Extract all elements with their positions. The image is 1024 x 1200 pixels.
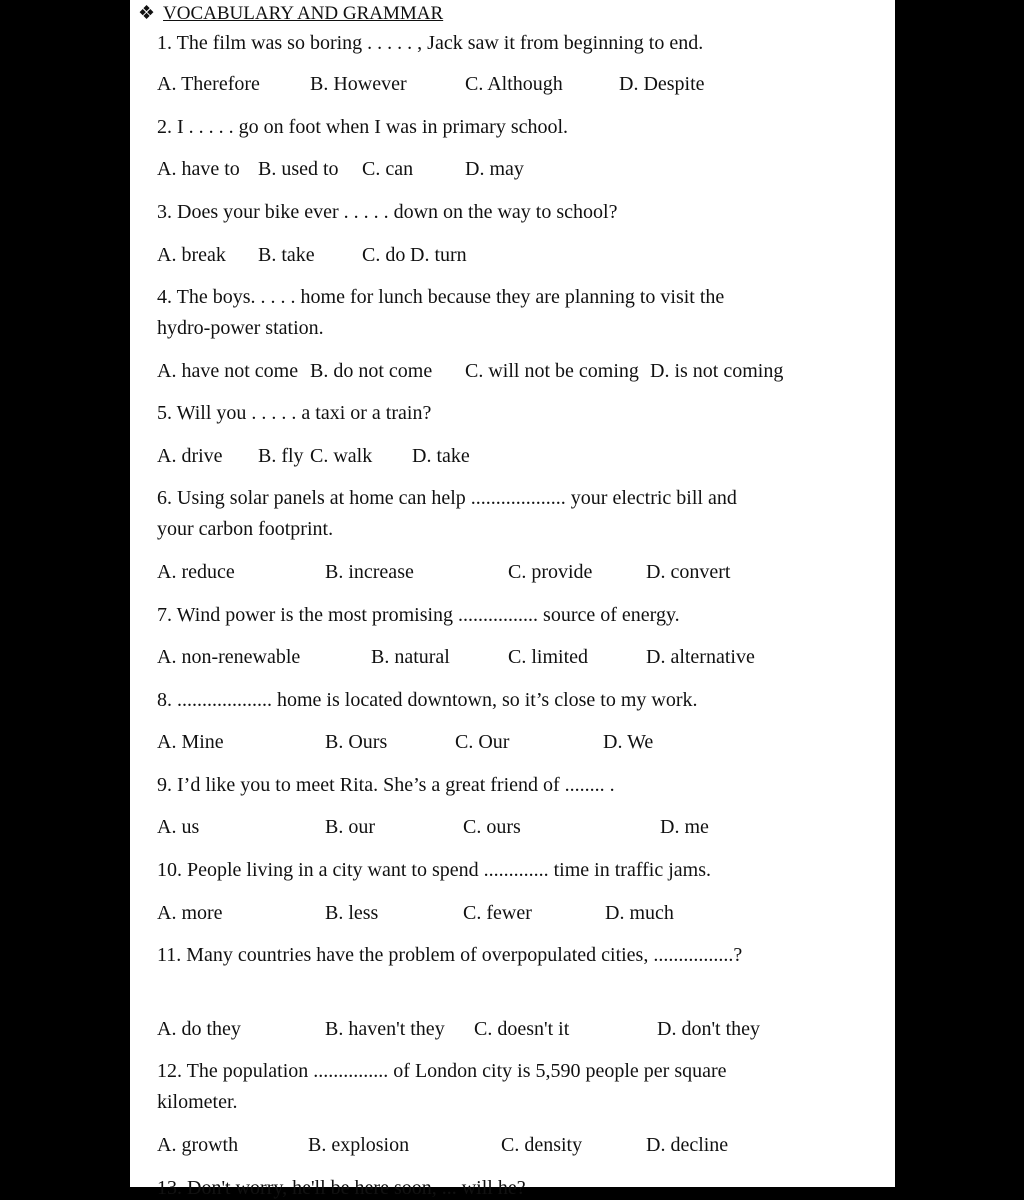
option-b[interactable]: B. take — [258, 244, 315, 266]
option-d[interactable]: D. alternative — [646, 646, 755, 668]
option-d[interactable]: D. don't they — [657, 1018, 761, 1040]
question-1-text: 1. The film was so boring . . . . . , Jack saw it from beginning to end. — [157, 32, 704, 54]
option-d[interactable]: D. convert — [646, 561, 731, 583]
question-10-text: 10. People living in a city want to spend ............. time in traffic jams. — [157, 859, 711, 881]
option-b[interactable]: B. haven't they — [325, 1018, 445, 1040]
question-12-text: 12. The population ............... of London city is 5,590 people per square — [157, 1060, 727, 1082]
option-a[interactable]: A. drive — [157, 445, 223, 467]
option-b[interactable]: B. explosion — [308, 1134, 410, 1156]
option-c[interactable]: C. can — [362, 158, 414, 180]
section-title-text: VOCABULARY AND GRAMMAR — [163, 3, 444, 24]
diamond-bullet-icon: ❖ — [138, 3, 156, 24]
option-a[interactable]: A. Therefore — [157, 73, 260, 95]
option-d[interactable]: D. much — [605, 902, 674, 924]
option-d[interactable]: D. take — [412, 445, 470, 467]
option-d[interactable]: D. me — [660, 816, 709, 838]
option-c[interactable]: C. limited — [508, 646, 588, 668]
section-title — [138, 2, 443, 26]
question-7-text: 7. Wind power is the most promising ................ source of energy. — [157, 604, 680, 626]
option-c[interactable]: C. will not be coming — [465, 360, 639, 382]
option-c[interactable]: C. ours — [463, 816, 521, 838]
option-b[interactable]: B. natural — [371, 646, 450, 668]
option-c[interactable]: C. Our — [455, 731, 510, 753]
option-d[interactable]: D. decline — [646, 1134, 729, 1156]
question-5-text: 5. Will you . . . . . a taxi or a train? — [157, 402, 432, 424]
option-d[interactable]: D. We — [603, 731, 654, 753]
option-c[interactable]: C. doesn't it — [474, 1018, 570, 1040]
question-9-text: 9. I’d like you to meet Rita. She’s a great friend of ........ . — [157, 774, 615, 796]
option-d[interactable]: D. Despite — [619, 73, 705, 95]
option-b[interactable]: B. used to — [258, 158, 339, 180]
question-13-cut-off: 13. Don't worry, he'll be here soon, ... will he? — [157, 1177, 526, 1199]
option-a[interactable]: A. growth — [157, 1134, 239, 1156]
question-12-text-cont: kilometer. — [157, 1091, 238, 1113]
option-a[interactable]: A. us — [157, 816, 200, 838]
option-a[interactable]: A. non-renewable — [157, 646, 301, 668]
option-b[interactable]: B. fly — [258, 445, 304, 467]
question-4-text: 4. The boys. . . . . home for lunch because they are planning to visit the — [157, 286, 725, 308]
question-6-text: 6. Using solar panels at home can help ................... your electric bill and — [157, 487, 737, 509]
worksheet-page — [130, 0, 895, 1199]
option-c[interactable]: C. fewer — [463, 902, 532, 924]
option-c[interactable]: C. provide — [508, 561, 593, 583]
question-2-text: 2. I . . . . . go on foot when I was in primary school. — [157, 116, 569, 138]
question-11-text: 11. Many countries have the problem of overpopulated cities, ................? — [157, 944, 743, 966]
option-b[interactable]: B. our — [325, 816, 375, 838]
option-a[interactable]: A. Mine — [157, 731, 224, 753]
question-6-text-cont: your carbon footprint. — [157, 518, 334, 540]
option-a[interactable]: A. do they — [157, 1018, 241, 1040]
option-c[interactable]: C. do — [362, 244, 406, 266]
option-b[interactable]: B. Ours — [325, 731, 388, 753]
option-a[interactable]: A. break — [157, 244, 226, 266]
question-8-text: 8. ................... home is located downtown, so it’s close to my work. — [157, 689, 698, 711]
option-b[interactable]: B. less — [325, 902, 379, 924]
option-d[interactable]: D. may — [465, 158, 524, 180]
option-c[interactable]: C. Although — [465, 73, 563, 95]
option-a[interactable]: A. reduce — [157, 561, 235, 583]
option-a[interactable]: A. have to — [157, 158, 240, 180]
option-a[interactable]: A. more — [157, 902, 223, 924]
option-d[interactable]: D. is not coming — [650, 360, 784, 382]
option-d[interactable]: D. turn — [410, 244, 467, 266]
option-c[interactable]: C. walk — [310, 445, 373, 467]
option-b[interactable]: B. However — [310, 73, 407, 95]
question-3-text: 3. Does your bike ever . . . . . down on the way to school? — [157, 201, 618, 223]
option-c[interactable]: C. density — [501, 1134, 583, 1156]
option-b[interactable]: B. do not come — [310, 360, 433, 382]
option-b[interactable]: B. increase — [325, 561, 414, 583]
option-a[interactable]: A. have not come — [157, 360, 299, 382]
question-4-text-cont: hydro-power station. — [157, 317, 324, 339]
